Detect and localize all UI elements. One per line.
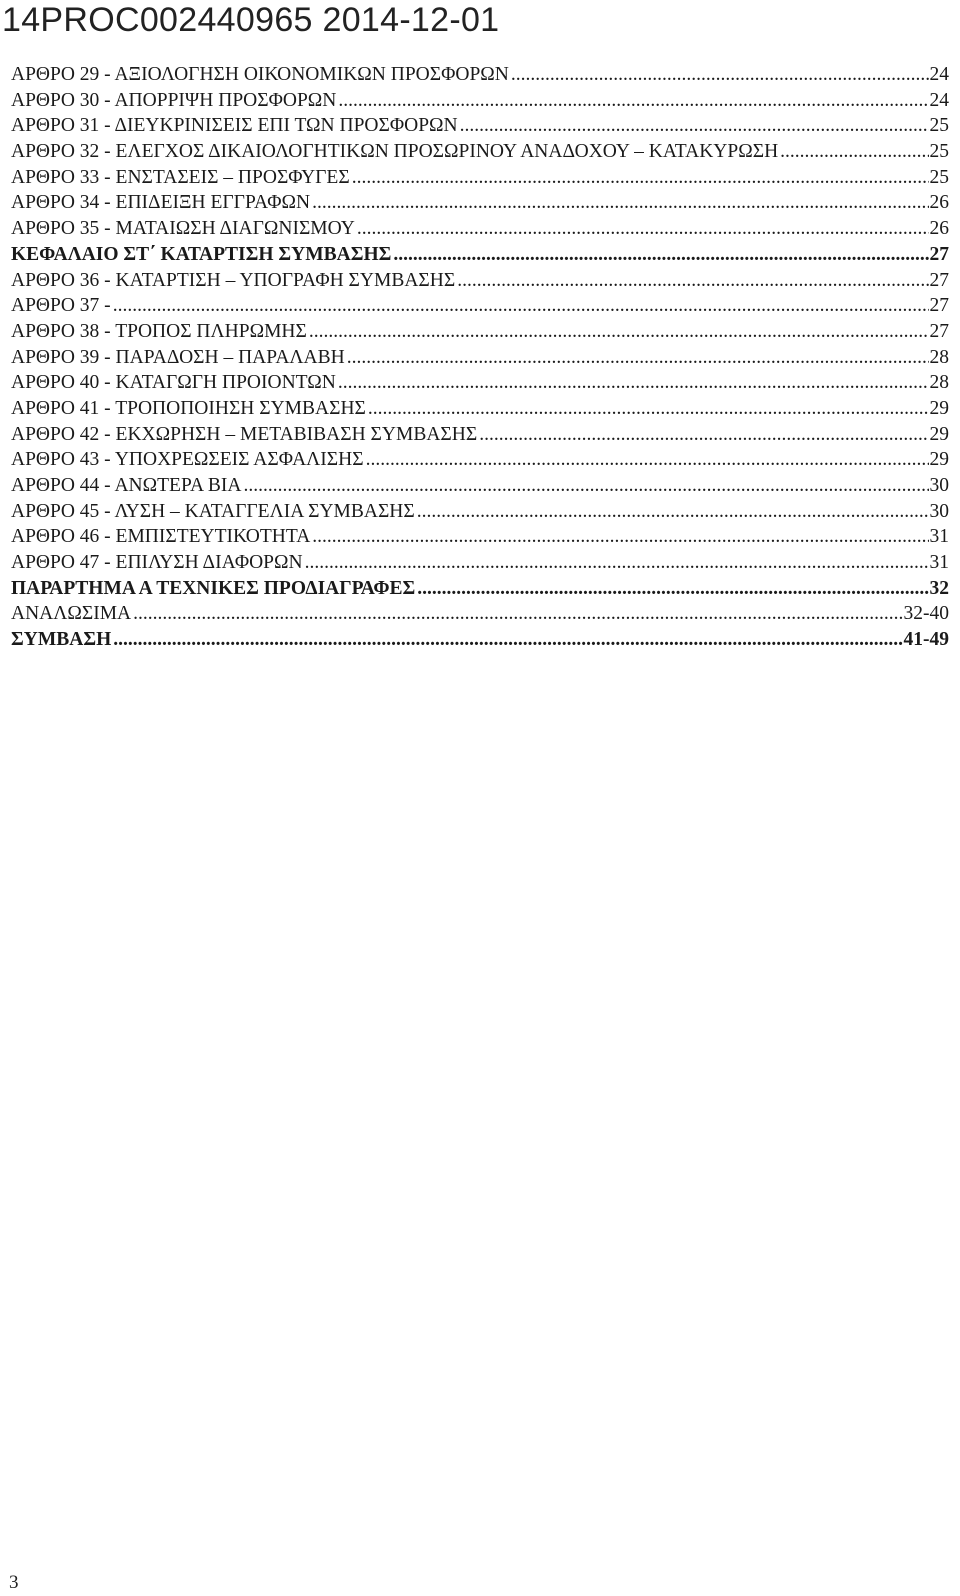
toc-entry	[11, 165, 949, 191]
toc-dot-leader	[305, 550, 929, 576]
toc-entry-title: ΑΡΘΡΟ 30 - ΑΠΟΡΡΙΨΗ ΠΡΟΣΦΟΡΩΝ	[11, 89, 337, 111]
toc-entry-title: ΑΡΘΡΟ 38 - ΤΡΟΠΟΣ ΠΛΗΡΩΜΗΣ	[11, 320, 307, 342]
table-of-contents	[11, 62, 949, 653]
toc-dot-leader	[393, 242, 928, 268]
toc-dot-leader	[357, 216, 929, 242]
toc-entry-title: ΑΡΘΡΟ 45 - ΛΥΣΗ – ΚΑΤΑΓΓΕΛΙΑ ΣΥΜΒΑΣΗΣ	[11, 500, 415, 522]
toc-entry-title: ΑΡΘΡΟ 46 - ΕΜΠΙΣΤΕΥΤΙΚΟΤΗΤΑ	[11, 526, 311, 548]
toc-entry-page: 30	[929, 475, 949, 496]
toc-entry-page: 32-40	[903, 603, 949, 625]
toc-entry	[11, 524, 949, 550]
toc-entry	[11, 396, 949, 422]
toc-dot-leader	[368, 396, 929, 422]
toc-dot-leader	[309, 319, 929, 345]
toc-dot-leader	[417, 576, 928, 602]
toc-entry-page: 27	[929, 295, 949, 317]
toc-entry	[11, 113, 949, 139]
toc-entry	[11, 293, 949, 319]
toc-entry	[11, 216, 949, 242]
toc-dot-leader	[460, 113, 929, 139]
toc-dot-leader	[457, 268, 928, 294]
toc-entry-title: ΑΡΘΡΟ 37 -	[11, 295, 111, 317]
toc-dot-leader	[113, 627, 902, 653]
toc-entry-title: ΑΡΘΡΟ 39 - ΠΑΡΑΔΟΣΗ – ΠΑΡΑΛΑΒΗ	[11, 346, 345, 368]
toc-entry	[11, 473, 949, 499]
toc-dot-leader	[312, 190, 928, 216]
toc-entry-title: ΑΡΘΡΟ 40 - ΚΑΤΑΓΩΓΗ ΠΡΟΙΟΝΤΩΝ	[11, 372, 336, 394]
toc-entry-page: 29	[929, 449, 949, 471]
toc-entry-page: 25	[929, 166, 949, 188]
toc-entry-page: 28	[929, 346, 949, 368]
toc-entry	[11, 345, 949, 371]
toc-entry-page: 30	[929, 500, 949, 522]
toc-dot-leader	[511, 62, 929, 88]
toc-entry-title: ΑΡΘΡΟ 36 - ΚΑΤΑΡΤΙΣΗ – ΥΠΟΓΡΑΦΗ ΣΥΜΒΑΣΗΣ	[11, 269, 456, 291]
toc-dot-leader	[312, 524, 928, 550]
toc-dot-leader	[479, 422, 928, 448]
toc-entry-title: ΑΡΘΡΟ 47 - ΕΠΙΛΥΣΗ ΔΙΑΦΟΡΩΝ	[11, 552, 303, 574]
toc-entry	[11, 601, 949, 627]
toc-dot-leader	[352, 165, 929, 191]
toc-entry	[11, 447, 949, 473]
toc-dot-leader	[244, 473, 929, 499]
toc-dot-leader	[417, 499, 929, 525]
toc-entry-page: 32	[929, 577, 949, 599]
toc-entry-title: ΚΕΦΑΛΑΙΟ ΣΤ΄ ΚΑΤΑΡΤΙΣΗ ΣΥΜΒΑΣΗΣ	[11, 243, 392, 265]
toc-entry	[11, 62, 949, 88]
toc-entry-page: 31	[929, 552, 949, 574]
toc-dot-leader	[347, 345, 929, 371]
toc-entry-page: 29	[929, 397, 949, 419]
toc-entry	[11, 627, 949, 653]
toc-entry	[11, 242, 949, 268]
toc-entry	[11, 422, 949, 448]
toc-entry	[11, 319, 949, 345]
toc-entry-title: ΑΡΘΡΟ 43 - ΥΠΟΧΡΕΩΣΕΙΣ ΑΣΦΑΛΙΣΗΣ	[11, 449, 364, 471]
toc-entry-page: 26	[929, 218, 949, 240]
toc-dot-leader	[780, 139, 928, 165]
toc-entry-page: 28	[929, 372, 949, 394]
toc-entry-title: ΑΡΘΡΟ 41 - ΤΡΟΠΟΠΟΙΗΣΗ ΣΥΜΒΑΣΗΣ	[11, 397, 366, 419]
toc-entry-title: ΑΡΘΡΟ 31 - ΔΙΕΥΚΡΙΝΙΣΕΙΣ ΕΠΙ ΤΩΝ ΠΡΟΣΦΟΡΩΝ	[11, 115, 458, 137]
document-id-header: 14PROC002440965 2014-12-01	[2, 1, 500, 39]
toc-entry-title: ΑΡΘΡΟ 44 - ΑΝΩΤΕΡΑ ΒΙΑ	[11, 475, 242, 496]
toc-entry-title: ΑΡΘΡΟ 35 - ΜΑΤΑΙΩΣΗ ΔΙΑΓΩΝΙΣΜΟΥ	[11, 218, 355, 240]
toc-entry-page: 24	[929, 89, 949, 111]
toc-entry	[11, 550, 949, 576]
toc-entry	[11, 499, 949, 525]
toc-entry-page: 27	[929, 320, 949, 342]
toc-entry	[11, 139, 949, 165]
toc-entry-title: ΑΡΘΡΟ 34 - ΕΠΙΔΕΙΞΗ ΕΓΓΡΑΦΩΝ	[11, 192, 311, 214]
toc-entry-page: 26	[929, 192, 949, 214]
toc-dot-leader	[113, 293, 929, 319]
toc-entry-title: ΠΑΡΑΡΤΗΜΑ Α ΤΕΧΝΙΚΕΣ ΠΡΟΔΙΑΓΡΑΦΕΣ	[11, 577, 416, 599]
toc-entry-page: 41-49	[903, 629, 949, 651]
toc-entry-page: 25	[929, 115, 949, 137]
toc-dot-leader	[133, 601, 902, 627]
toc-entry-page: 31	[929, 526, 949, 548]
toc-entry-title: ΑΡΘΡΟ 42 - ΕΚΧΩΡΗΣΗ – ΜΕΤΑΒΙΒΑΣΗ ΣΥΜΒΑΣΗΣ	[11, 423, 478, 445]
toc-entry-title: ΣΥΜΒΑΣΗ	[11, 629, 112, 651]
toc-dot-leader	[366, 447, 929, 473]
toc-entry-page: 27	[929, 269, 949, 291]
toc-entry-title: ΑΡΘΡΟ 33 - ΕΝΣΤΑΣΕΙΣ – ΠΡΟΣΦΥΓΕΣ	[11, 166, 350, 188]
toc-entry-page: 24	[929, 64, 949, 85]
toc-entry	[11, 190, 949, 216]
page-number: 3	[9, 1572, 19, 1593]
toc-dot-leader	[338, 88, 928, 114]
toc-entry-page: 27	[929, 243, 949, 265]
toc-entry	[11, 268, 949, 294]
toc-entry-page: 29	[929, 423, 949, 445]
toc-entry-title: ΑΡΘΡΟ 29 - ΑΞΙΟΛΟΓΗΣΗ ΟΙΚΟΝΟΜΙΚΩΝ ΠΡΟΣΦΟΡΩΝ	[11, 64, 509, 85]
toc-entry	[11, 370, 949, 396]
toc-entry-title: ΑΡΘΡΟ 32 - ΕΛΕΓΧΟΣ ΔΙΚΑΙΟΛΟΓΗΤΙΚΩΝ ΠΡΟΣΩΡΙΝΟΥ ΑΝΑΔΟΧΟΥ – ΚΑΤΑΚΥΡΩΣΗ	[11, 141, 779, 163]
toc-entry	[11, 88, 949, 114]
toc-entry-title: ΑΝΑΛΩΣΙΜΑ	[11, 603, 132, 625]
toc-entry-page: 25	[929, 141, 949, 163]
toc-dot-leader	[338, 370, 929, 396]
toc-entry	[11, 576, 949, 602]
